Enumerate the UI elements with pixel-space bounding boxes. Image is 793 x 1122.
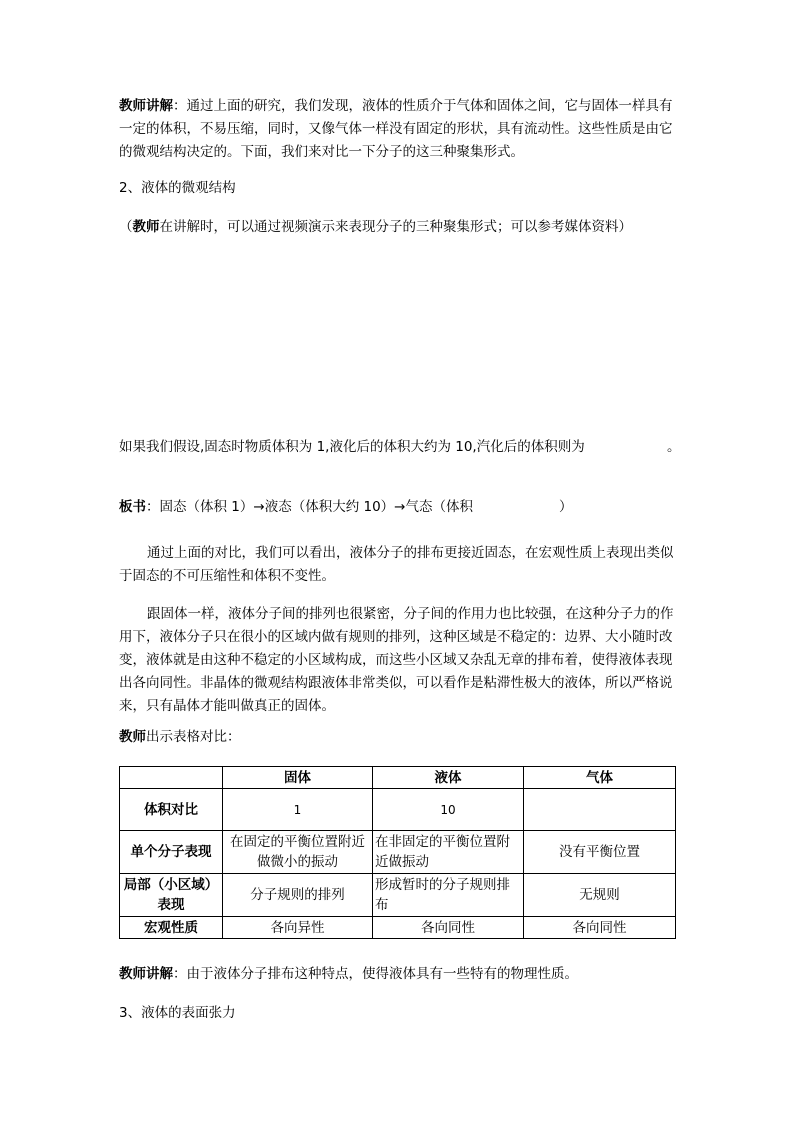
board-text: ：固态（体积 1）→液态（体积大约 10）→气态（体积 (146, 499, 473, 515)
table-cell: 形成暂时的分子规则排布 (373, 874, 524, 917)
table-header-row (120, 767, 676, 789)
header-cell-solid: 固体 (223, 767, 373, 789)
paragraph-teacher-explanation (119, 95, 679, 164)
table-cell: 各向异性 (223, 917, 373, 939)
table-cell: 分子规则的排列 (223, 874, 373, 917)
table-cell: 各向同性 (373, 917, 524, 939)
section-heading-micro-structure: 2、液体的微观结构 (119, 180, 236, 196)
table-cell: 各向同性 (524, 917, 676, 939)
table-cell: 在固定的平衡位置附近做微小的振动 (223, 831, 373, 874)
table-cell: 无规则 (524, 874, 676, 917)
assumption-sentence (119, 436, 679, 459)
teacher-explanation-text: ：由于液体分子排布这种特点，使得液体具有一些特有的物理性质。 (173, 966, 578, 982)
board-end-paren: ） (558, 499, 573, 515)
header-cell-gas: 气体 (524, 767, 676, 789)
table-intro (119, 726, 679, 749)
table-intro-text: 出示表格对比： (146, 729, 241, 745)
teacher-explanation-text: ：通过上面的研究，我们发现，液体的性质介于气体和固体之间，它与固体一样具有一定的体积，不易压缩，同时，又像气体一样没有固定的形状，具有流动性。这些性质是由它的微观结构决定的。下面，我们来对比一下分子的这三种聚集形式。 (119, 98, 673, 160)
table-row (120, 831, 676, 874)
note-teacher-label: 教师 (132, 219, 160, 235)
section-heading-surface-tension: 3、液体的表面张力 (119, 1005, 236, 1021)
assumption-text: 如果我们假设,固态时物质体积为 1,液化后的体积大约为 10,汽化后的体积则为 (119, 439, 585, 455)
row-header-local-region: 局部（小区域）表现 (120, 874, 223, 917)
header-cell-empty (120, 767, 223, 789)
row-header-macro-property: 宏观性质 (120, 917, 223, 939)
teacher-explanation-label: 教师讲解 (119, 966, 173, 982)
table-row (120, 874, 676, 917)
teacher-note (119, 216, 679, 239)
paragraph-comparison-summary: 通过上面的对比，我们可以看出，液体分子的排布更接近固态，在宏观性质上表现出类似于固态的不可压缩性和体积不变性。 (119, 545, 674, 584)
board-label: 板书 (119, 499, 146, 515)
board-writing (119, 496, 679, 519)
header-cell-liquid: 液体 (373, 767, 524, 789)
note-text: 在讲解时，可以通过视频演示来表现分子的三种聚集形式；可以参考媒体资料） (159, 219, 632, 235)
paragraph-liquid-molecules: 跟固体一样，液体分子间的排列也很紧密，分子间的作用力也比较强，在这种分子力的作用下，液体分子只在很小的区域内做有规则的排列，这种区域是不稳定的：边界、大小随时改变，液体就是由这种不稳定的小区域构成，而这些小区域又杂乱无章的排布着，使得液体表现出各向同性。非晶体的微观结构跟液体非常类似，可以看作是粘滞性极大的液体，所以严格说来，只有晶体才能叫做真正的固体。 (119, 606, 674, 714)
table-cell (524, 789, 676, 831)
assumption-end-mark: 。 (667, 439, 681, 455)
paragraph-teacher-explanation-2 (119, 963, 679, 986)
table-cell: 没有平衡位置 (524, 831, 676, 874)
teacher-explanation-label: 教师讲解 (119, 98, 173, 114)
row-header-volume: 体积对比 (120, 789, 223, 831)
table-row (120, 789, 676, 831)
table-intro-label: 教师 (119, 729, 146, 745)
comparison-table (119, 766, 676, 939)
note-open-paren: （ (119, 219, 133, 235)
table-cell: 在非固定的平衡位置附近做振动 (373, 831, 524, 874)
table-cell: 10 (373, 789, 524, 831)
row-header-single-molecule: 单个分子表现 (120, 831, 223, 874)
table-row (120, 917, 676, 939)
table-cell: 1 (223, 789, 373, 831)
